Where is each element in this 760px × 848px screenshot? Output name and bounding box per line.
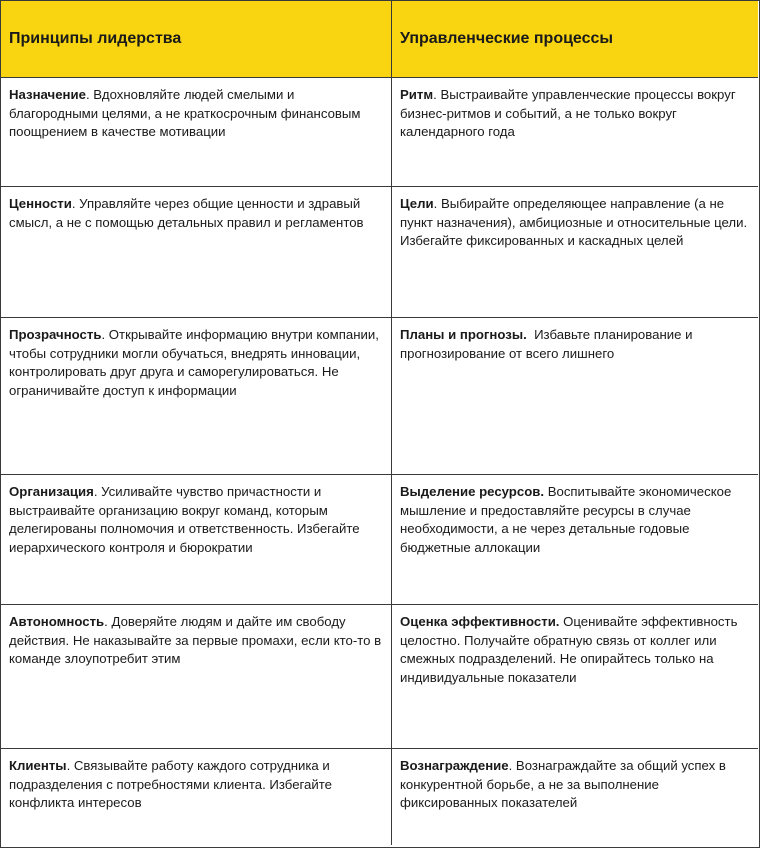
cell-rhythm (392, 78, 758, 187)
desc-rhythm: . Выстраивайте управленческие процессы вокруг бизнес-ритмов и событий, а не только вокруг календарного года (400, 87, 736, 140)
desc-resource-allocation: Воспитывайте экономическое мышление и предоставляйте ресурсы в случае необходимости, а не через детальные годовые бюджетные аллокации (400, 484, 732, 555)
term-organization: Организация (9, 484, 94, 499)
cell-customers (1, 749, 392, 845)
cell-plans-forecasts (392, 318, 758, 475)
cell-autonomy (1, 605, 392, 749)
desc-goals: . Выбирайте определяющее направление (а не пункт назначения), амбициозные и относительные цели. Избегайте фиксированных и каскадных целей (400, 196, 748, 249)
cell-values (1, 187, 392, 318)
term-transparency: Прозрачность (9, 327, 102, 342)
desc-plans-forecasts: Избавьте планирование и прогнозирование от всего лишнего (400, 327, 697, 361)
desc-organization: . Усиливайте чувство причастности и выстраивайте организацию вокруг команд, которым делегированы полномочия и ответственность. Избегайте иерархического контроля и бюрократии (9, 484, 360, 555)
desc-values: . Управляйте через общие ценности и здравый смысл, а не с помощью детальных правил и регламентов (9, 196, 364, 230)
term-values: Ценности (9, 196, 72, 211)
cell-rewards (392, 749, 758, 845)
header-leadership-principles (1, 1, 392, 78)
term-resource-allocation: Выделение ресурсов. (400, 484, 545, 499)
term-autonomy: Автономность (9, 614, 105, 629)
desc-autonomy: . Доверяйте людям и дайте им свободу действия. Не наказывайте за первые промахи, если кто-то в команде злоупотребит этим (9, 614, 382, 667)
desc-transparency: . Открывайте информацию внутри компании, чтобы сотрудники могли обучаться, внедрять инновации, контролировать друг друга и саморегулироваться. Не ограничивайте доступ к информации (9, 327, 379, 398)
header-left-label: Принципы лидерства (9, 30, 182, 47)
desc-customers: . Связывайте работу каждого сотрудника и подразделения с потребностями клиента. Избегайте конфликта интересов (9, 758, 332, 811)
header-right-label: Управленческие процессы (400, 30, 614, 47)
cell-purpose (1, 78, 392, 187)
term-plans-forecasts: Планы и прогнозы. (400, 327, 527, 342)
cell-transparency (1, 318, 392, 475)
header-management-processes (392, 1, 758, 78)
term-goals: Цели (400, 196, 434, 211)
term-rewards: Вознаграждение (400, 758, 509, 773)
desc-performance-evaluation: Оценивайте эффективность целостно. Получайте обратную связь от коллег или смежных подразделений. Не опирайтесь только на индивидуальные показатели (400, 614, 738, 685)
cell-organization (1, 475, 392, 605)
term-customers: Клиенты (9, 758, 67, 773)
desc-purpose: . Вдохновляйте людей смелыми и благородными целями, а не краткосрочным финансовым поощрением в качестве мотивации (9, 87, 361, 140)
cell-goals (392, 187, 758, 318)
cell-performance-evaluation (392, 605, 758, 749)
term-purpose: Назначение (9, 87, 86, 102)
term-rhythm: Ритм (400, 87, 434, 102)
desc-rewards: . Вознаграждайте за общий успех в конкурентной борьбе, а не за выполнение фиксированных показателей (400, 758, 726, 811)
term-performance-evaluation: Оценка эффективности. (400, 614, 560, 629)
cell-resource-allocation (392, 475, 758, 605)
